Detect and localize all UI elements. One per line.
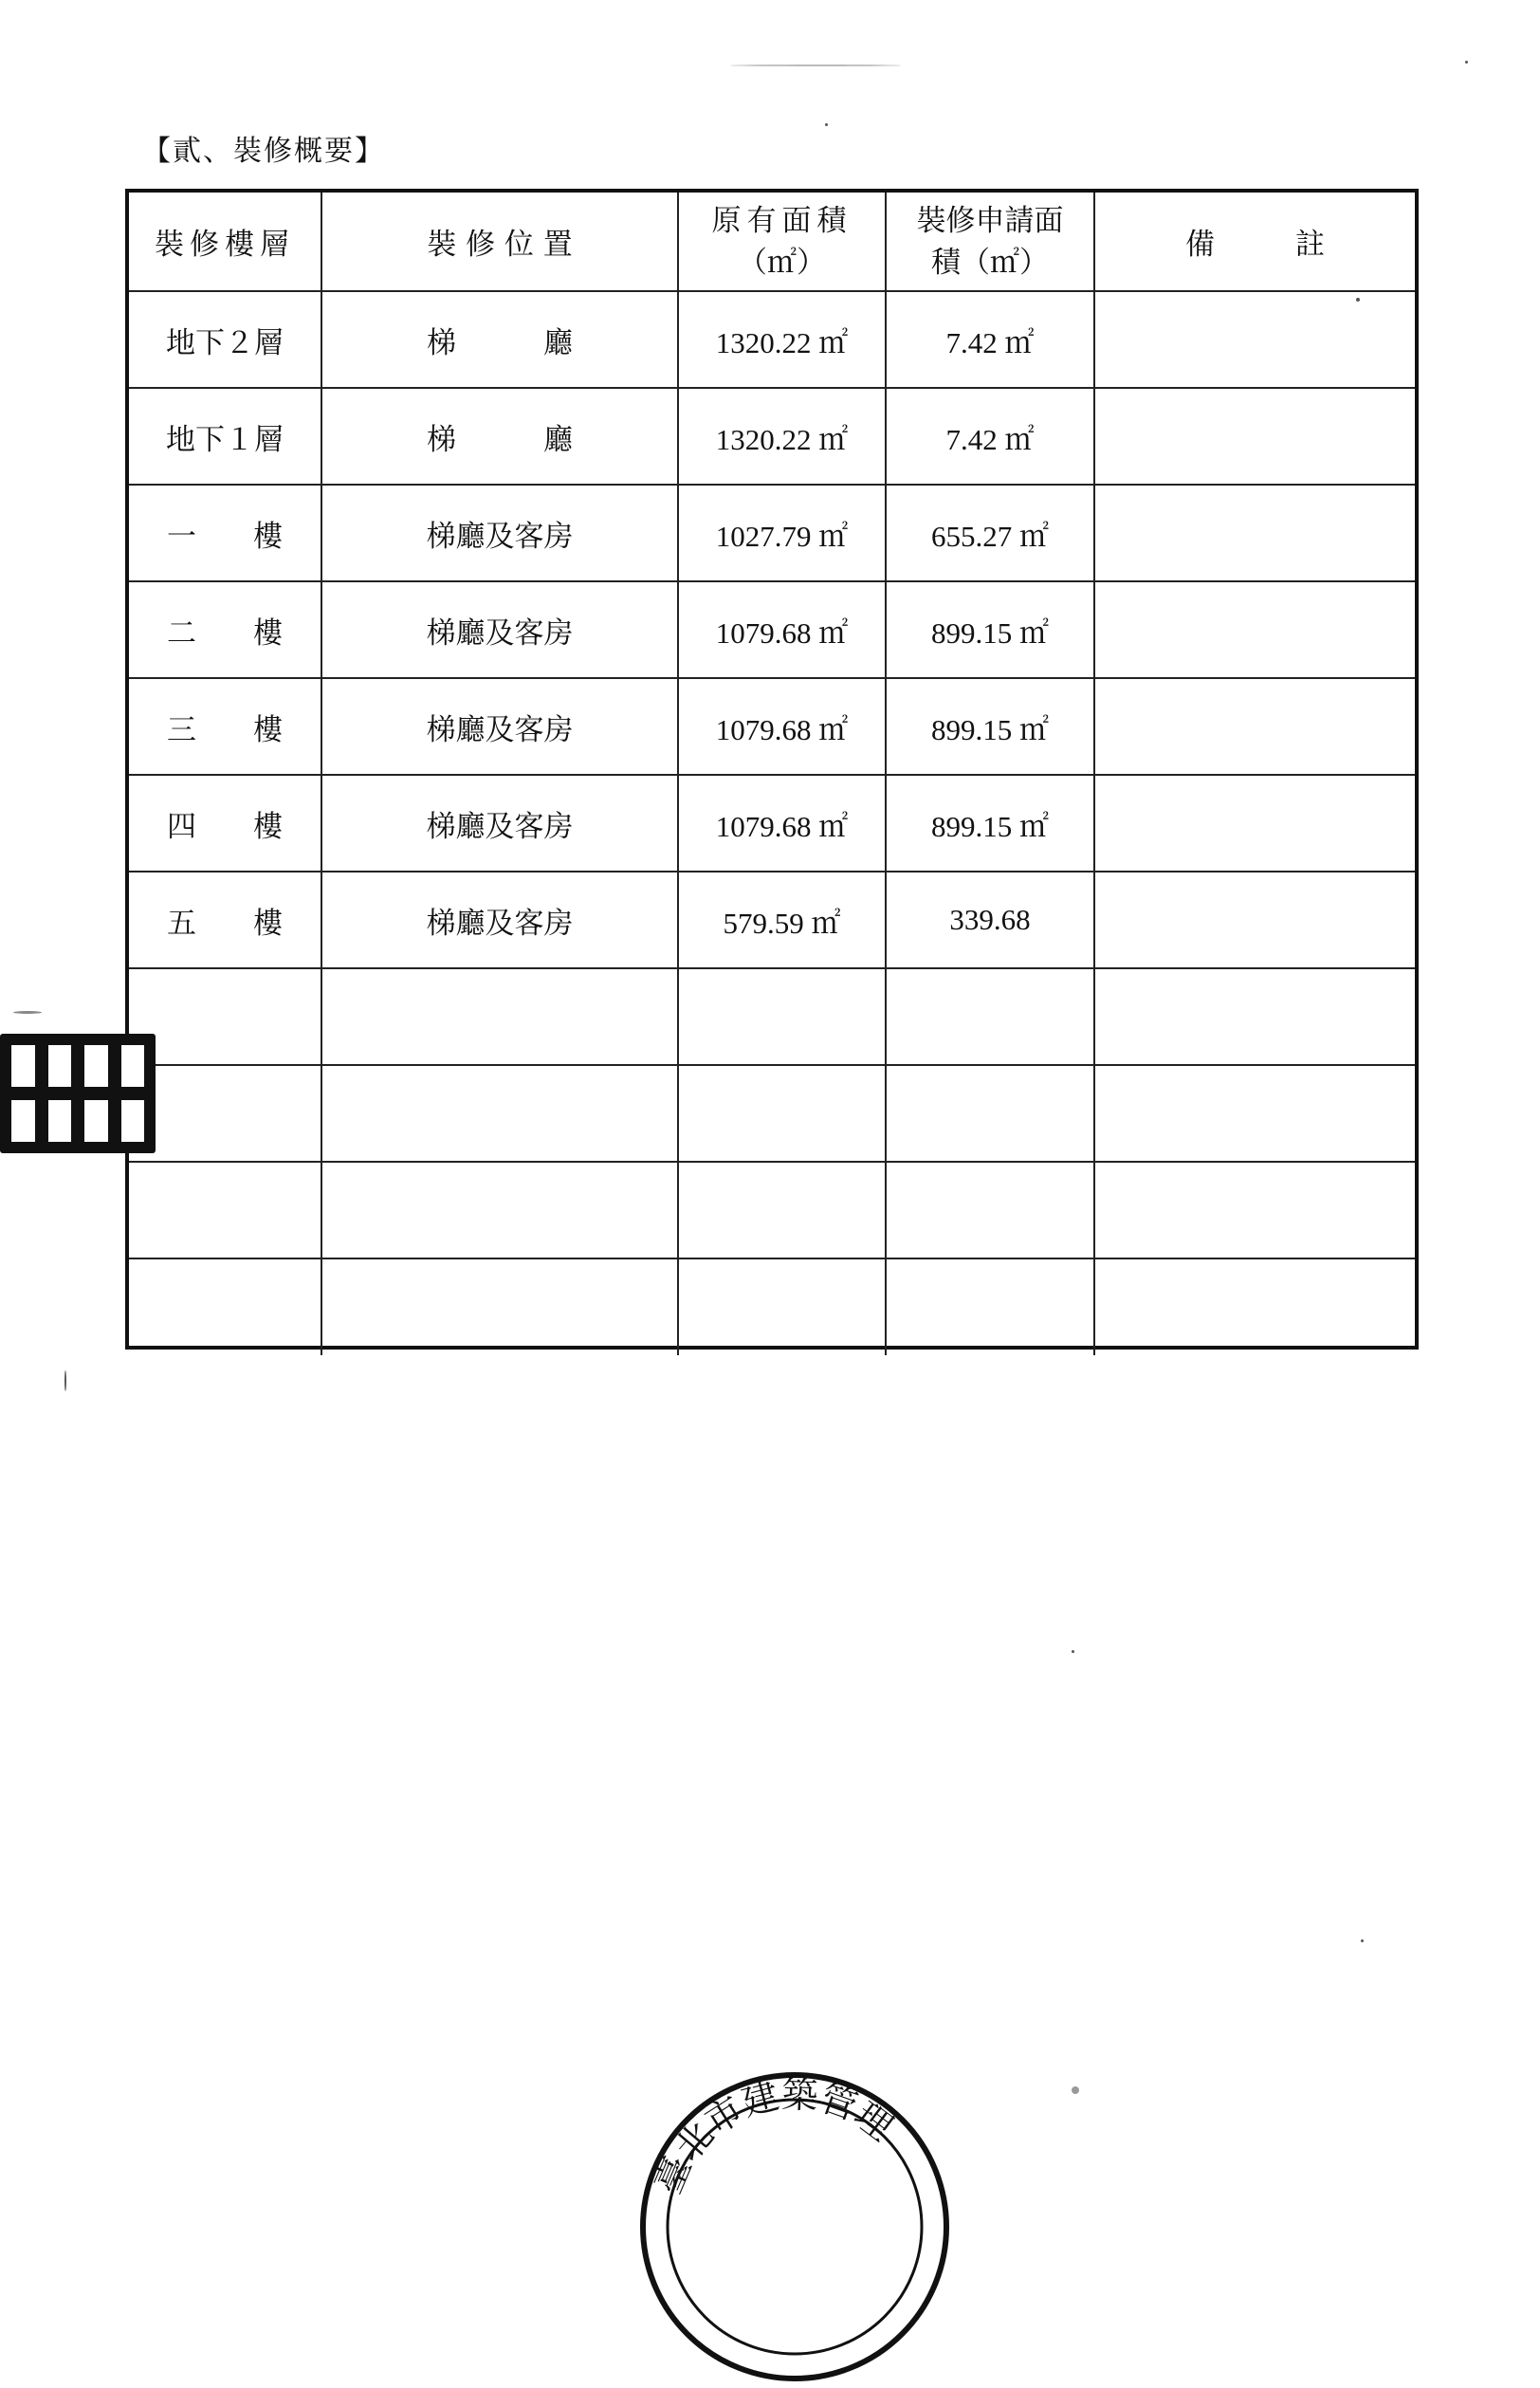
cell-empty	[1094, 1162, 1415, 1258]
cell-note	[1094, 775, 1415, 872]
cell-empty	[1094, 1258, 1415, 1355]
cell-location: 梯廳及客房	[321, 872, 678, 968]
scan-speck	[730, 64, 901, 66]
scan-speck	[825, 123, 828, 126]
cell-empty	[129, 968, 321, 1065]
table-row	[129, 678, 1415, 775]
section-title: 【貳、裝修概要】	[142, 135, 385, 168]
cell-requested-area: 339.68	[886, 872, 1094, 968]
scan-speck	[1072, 2086, 1079, 2094]
cell-note	[1094, 291, 1415, 388]
seal-glyph	[9, 1042, 38, 1090]
cell-floor-char-1: 二	[167, 615, 196, 651]
seal-glyph	[119, 1042, 148, 1090]
table-row-empty	[129, 968, 1415, 1065]
table-row	[129, 388, 1415, 485]
cell-original-area: 1079.68 ㎡	[678, 775, 886, 872]
seal-glyph	[82, 1042, 111, 1090]
table-row	[129, 485, 1415, 581]
cell-empty	[129, 1162, 321, 1258]
seal-glyph	[82, 1097, 111, 1145]
cell-original-area: 1320.22 ㎡	[678, 388, 886, 485]
cell-floor-char-1: 四	[167, 809, 196, 844]
agency-round-seal	[633, 2066, 956, 2388]
cell-floor-char-2: 樓	[253, 712, 283, 747]
cell-floor	[129, 485, 321, 581]
scan-speck	[13, 1011, 42, 1014]
table-row	[129, 581, 1415, 678]
cell-empty	[678, 1065, 886, 1162]
cell-floor-char-2: 樓	[253, 906, 283, 941]
cell-location: 梯廳及客房	[321, 775, 678, 872]
cell-empty	[886, 1162, 1094, 1258]
table-header-row	[129, 193, 1415, 291]
cell-empty	[321, 1162, 678, 1258]
cell-floor: 地下１層	[129, 388, 321, 485]
table-row	[129, 775, 1415, 872]
cell-empty	[129, 1065, 321, 1162]
cell-requested-area: 899.15 ㎡	[886, 581, 1094, 678]
header-note-char-1: 備	[1185, 228, 1215, 262]
header-note	[1094, 193, 1415, 291]
cell-floor	[129, 581, 321, 678]
cell-location	[321, 291, 678, 388]
header-original-area-line2: （㎡）	[738, 245, 826, 280]
cell-floor-char-2: 樓	[253, 519, 283, 554]
renovation-summary-table	[125, 189, 1419, 1350]
scan-speck	[1465, 61, 1468, 64]
cell-empty	[678, 1162, 886, 1258]
header-requested-area-line1: 裝修申請面	[916, 203, 1064, 238]
table-row-empty	[129, 1162, 1415, 1258]
seal-glyph	[46, 1042, 75, 1090]
cell-location-char-2: 廳	[543, 422, 573, 457]
cell-empty	[678, 1258, 886, 1355]
cell-location-char-1: 梯	[427, 422, 456, 457]
cell-requested-area: 7.42 ㎡	[886, 291, 1094, 388]
header-floor: 裝修樓層	[129, 193, 321, 291]
cell-floor	[129, 775, 321, 872]
header-location: 裝 修 位 置	[321, 193, 678, 291]
cell-empty	[321, 968, 678, 1065]
cell-location: 梯廳及客房	[321, 581, 678, 678]
header-requested-area	[886, 193, 1094, 291]
header-original-area-line1: 原有面積	[711, 203, 852, 238]
seal-glyph	[46, 1097, 75, 1145]
cell-location	[321, 388, 678, 485]
cell-original-area: 1027.79 ㎡	[678, 485, 886, 581]
cell-floor	[129, 872, 321, 968]
cell-original-area: 579.59 ㎡	[678, 872, 886, 968]
cell-floor-char-1: 一	[167, 519, 196, 554]
cell-note	[1094, 872, 1415, 968]
table-row	[129, 872, 1415, 968]
cell-empty	[321, 1258, 678, 1355]
official-seal-stamp	[0, 1034, 156, 1153]
scan-speck	[1356, 298, 1360, 302]
scan-speck	[1361, 1939, 1364, 1942]
cell-requested-area: 655.27 ㎡	[886, 485, 1094, 581]
cell-note	[1094, 678, 1415, 775]
table-row	[129, 291, 1415, 388]
cell-empty	[129, 1258, 321, 1355]
cell-note	[1094, 485, 1415, 581]
header-requested-area-line2: 積（㎡）	[931, 245, 1049, 280]
scan-speck	[1072, 1650, 1074, 1653]
cell-note	[1094, 581, 1415, 678]
seal-glyph	[9, 1097, 38, 1145]
cell-floor-char-1: 五	[167, 906, 196, 941]
seal-glyph	[119, 1097, 148, 1145]
cell-location: 梯廳及客房	[321, 678, 678, 775]
cell-empty	[886, 968, 1094, 1065]
cell-requested-area: 899.15 ㎡	[886, 775, 1094, 872]
header-original-area	[678, 193, 886, 291]
cell-requested-area: 7.42 ㎡	[886, 388, 1094, 485]
cell-floor	[129, 678, 321, 775]
cell-empty	[678, 968, 886, 1065]
cell-empty	[321, 1065, 678, 1162]
cell-empty	[886, 1258, 1094, 1355]
cell-floor-char-1: 三	[167, 712, 196, 747]
cell-requested-area: 899.15 ㎡	[886, 678, 1094, 775]
header-note-char-2: 註	[1295, 228, 1325, 262]
seal-bottom-text-path: 臺北市建築管理	[647, 2073, 901, 2200]
cell-floor-char-2: 樓	[253, 615, 283, 651]
cell-note	[1094, 388, 1415, 485]
cell-location-char-2: 廳	[543, 325, 573, 360]
cell-empty	[886, 1065, 1094, 1162]
cell-floor: 地下２層	[129, 291, 321, 388]
cell-empty	[1094, 1065, 1415, 1162]
cell-empty	[1094, 968, 1415, 1065]
cell-location: 梯廳及客房	[321, 485, 678, 581]
cell-original-area: 1079.68 ㎡	[678, 678, 886, 775]
table-row-empty	[129, 1258, 1415, 1355]
cell-original-area: 1079.68 ㎡	[678, 581, 886, 678]
table-row-empty	[129, 1065, 1415, 1162]
scan-speck	[64, 1370, 66, 1391]
cell-original-area: 1320.22 ㎡	[678, 291, 886, 388]
cell-floor-char-2: 樓	[253, 809, 283, 844]
cell-location-char-1: 梯	[427, 325, 456, 360]
